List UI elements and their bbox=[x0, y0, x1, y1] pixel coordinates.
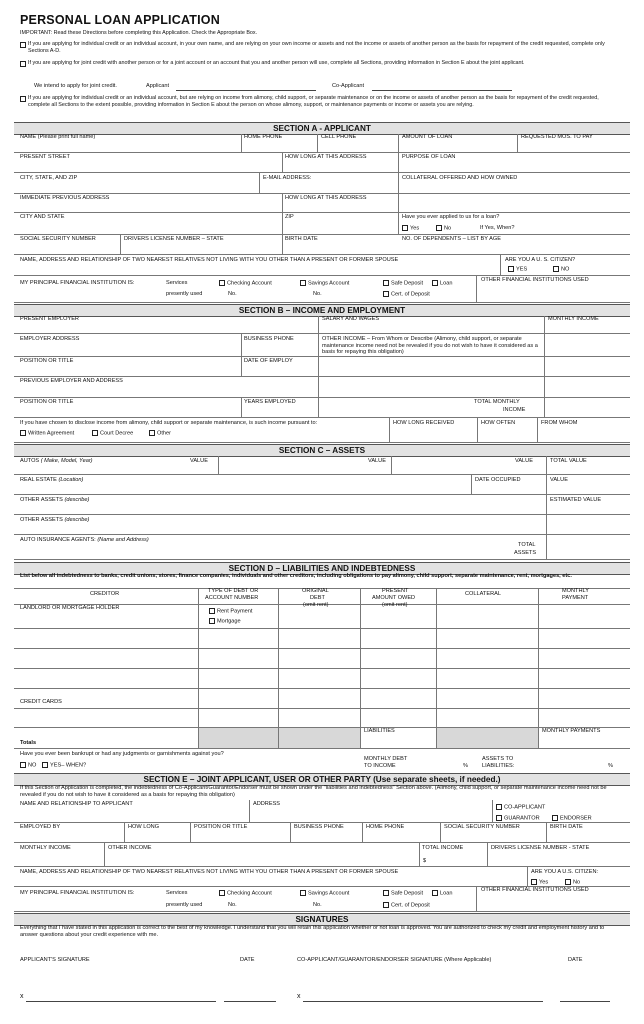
prev-employer-label: PREVIOUS EMPLOYER AND ADDRESS bbox=[20, 378, 123, 384]
field-purpose-label: PURPOSE OF LOAN bbox=[402, 154, 456, 160]
monthly-payments-label: MONTHLY PAYMENTS bbox=[542, 728, 601, 734]
e-total-income-label: TOTAL INCOME bbox=[422, 845, 464, 851]
monthly-header: MONTHLY bbox=[562, 588, 589, 594]
total-monthly-label: TOTAL MONTHLY bbox=[474, 399, 520, 405]
fin-services-label: Services bbox=[166, 280, 188, 286]
option-joint-checkbox[interactable] bbox=[20, 61, 26, 67]
field-prev-address-label: IMMEDIATE PREVIOUS ADDRESS bbox=[20, 195, 110, 201]
fin-cert-deposit[interactable]: Cert. of Deposit bbox=[383, 291, 430, 298]
intro-option-other-income bbox=[20, 95, 616, 108]
field-collateral-label: COLLATERAL OFFERED AND HOW OWNED bbox=[402, 175, 518, 181]
applicant-x-mark: x bbox=[20, 993, 24, 1000]
business-phone-label: BUSINESS PHONE bbox=[244, 336, 294, 342]
e-name-rel-label: NAME AND RELATIONSHIP TO APPLICANT bbox=[20, 801, 133, 807]
fin-loan[interactable]: Loan bbox=[432, 280, 452, 287]
assets-to-label: ASSETS TO bbox=[482, 756, 514, 762]
e-fin-safe-deposit[interactable]: Safe Deposit bbox=[383, 890, 423, 897]
fin-presently-used-label: presently used bbox=[166, 291, 203, 297]
autos-label: AUTOS ( Make, Model, Year) bbox=[20, 458, 93, 464]
field-home-phone-label: HOME PHONE bbox=[244, 134, 283, 140]
e-dollar-label: $ bbox=[423, 858, 427, 864]
account-number-header: ACCOUNT NUMBER bbox=[205, 595, 259, 601]
co-signature-label: CO-APPLICANT/GUARANTOR/ENDORSER SIGNATURE (Where Applicable) bbox=[297, 957, 492, 963]
e-fin-savings-no: No. bbox=[313, 902, 322, 908]
written-agreement[interactable]: Written Agreement bbox=[20, 430, 74, 437]
field-drivers-license-label: DRIVERS LICENSE NUMBER – STATE bbox=[124, 236, 224, 242]
present-header: PRESENT bbox=[382, 588, 409, 594]
e-fin-cert-deposit[interactable]: Cert. of Deposit bbox=[383, 902, 430, 909]
total-label: TOTAL bbox=[518, 542, 536, 548]
e-ssn-label: SOCIAL SECURITY NUMBER bbox=[444, 824, 520, 830]
citizen-label: ARE YOU A U. S. CITIZEN? bbox=[505, 257, 576, 263]
e-citizen-yes[interactable]: Yes bbox=[531, 879, 548, 886]
fin-inst-label: MY PRINCIPAL FINANCIAL INSTITUTION IS: bbox=[20, 280, 135, 286]
payment-header: PAYMENT bbox=[562, 595, 589, 601]
original-header: ORIGINAL bbox=[302, 588, 329, 594]
e-fin-inst-label: MY PRINCIPAL FINANCIAL INSTITUTION IS: bbox=[20, 890, 135, 896]
e-how-long-label: HOW LONG bbox=[128, 824, 160, 830]
e-birth-date-label: BIRTH DATE bbox=[550, 824, 583, 830]
omit-rent-header-1: (omit rent) bbox=[303, 602, 329, 608]
e-fin-checking[interactable]: Checking Account bbox=[219, 890, 272, 897]
e-endorser-option[interactable]: ENDORSER bbox=[552, 815, 592, 822]
fin-savings-no: No. bbox=[313, 291, 322, 297]
landlord-label: LANDLORD OR MORTGAGE HOLDER bbox=[20, 605, 120, 611]
e-home-phone-label: HOME PHONE bbox=[366, 824, 405, 830]
page-title: PERSONAL LOAN APPLICATION bbox=[20, 13, 220, 27]
section-e-header: SECTION E – JOINT APPLICANT, USER OR OTHER PARTY (Use separate sheets, if needed.) bbox=[14, 773, 630, 786]
from-whom-label: FROM WHOM bbox=[541, 420, 578, 426]
field-zip-label: ZIP bbox=[285, 214, 294, 220]
field-city-state-zip-label: CITY, STATE, AND ZIP bbox=[20, 175, 78, 181]
joint-coapplicant-input[interactable] bbox=[372, 90, 512, 91]
list-all-label: List below all indebtedness to banks, credit unions, stores, finance companies, individuals and other creditors, including obligations to pay alimony, child support, separate maintenance, rent, mortgages, etc. bbox=[20, 573, 572, 579]
field-name-label: NAME (Please print full name) bbox=[20, 134, 96, 140]
co-x-mark: x bbox=[297, 993, 301, 1000]
e-fin-presently-used-label: presently used bbox=[166, 902, 203, 908]
applicant-signature-label: APPLICANT'S SIGNATURE bbox=[20, 957, 90, 963]
co-date-label: DATE bbox=[568, 957, 583, 963]
collateral-header: COLLATERAL bbox=[465, 591, 501, 597]
section-e-instructions: If this Section of Application is completed, the indebtedness of Co-Applicant/Guarantor/Endorser must be shown under the "liabilities and indebtedness" Section above. (Alimony, child support, or separate maintenance income need not be revealed if you do not wish to have it considered as a basis for repaying this obligation) bbox=[20, 785, 607, 798]
other-option[interactable]: Other bbox=[149, 430, 171, 437]
monthly-income-label: MONTHLY INCOME bbox=[548, 316, 599, 322]
creditor-header: CREDITOR bbox=[90, 591, 120, 597]
relatives-label: NAME, ADDRESS AND RELATIONSHIP OF TWO NEAREST RELATIVES NOT LIVING WITH YOU OTHER THAN A PRESENT OR FORMER SPOUSE bbox=[20, 257, 399, 263]
bankrupt-label: Have you ever been bankrupt or had any judgments or garnishments against you? bbox=[20, 751, 224, 757]
present-employer-label: PRESENT EMPLOYER bbox=[20, 316, 79, 322]
field-dependents-label: NO. OF DEPENDENTS – LIST BY AGE bbox=[402, 236, 501, 242]
monthly-debt-label: MONTHLY DEBT bbox=[364, 756, 408, 762]
option-individual-text: If you are applying for individual credit or an individual account, in your own name, and are relying on your own income or assets and not the income or assets of another person as the basis for repayment of the credit requested, complete only Sections A-D. bbox=[28, 41, 605, 54]
e-other-fin-label: OTHER FINANCIAL INSTITUTIONS USED bbox=[481, 887, 589, 893]
position2-label: POSITION OR TITLE bbox=[20, 399, 74, 405]
mortgage-option[interactable]: Mortgage bbox=[209, 618, 241, 625]
fin-safe-deposit[interactable]: Safe Deposit bbox=[383, 280, 423, 287]
years-employed-label: YEARS EMPLOYED bbox=[244, 399, 296, 405]
intro-option-individual bbox=[20, 41, 616, 54]
autos-value-label-3: VALUE bbox=[515, 458, 533, 464]
pct-label-1: % bbox=[463, 763, 468, 769]
how-often-label: HOW OFTEN bbox=[481, 420, 516, 426]
fin-checking-no: No. bbox=[228, 291, 237, 297]
field-how-long-address-label: HOW LONG AT THIS ADDRESS bbox=[285, 154, 367, 160]
applicant-date-line[interactable] bbox=[224, 1001, 276, 1002]
citizen-no[interactable]: NO bbox=[553, 266, 569, 273]
joint-applicant-input[interactable] bbox=[176, 90, 316, 91]
liabilities2-label: LIABILITIES: bbox=[482, 763, 515, 769]
totals-shaded-cell bbox=[199, 728, 360, 748]
joint-intent-label: We intend to apply for joint credit. bbox=[34, 83, 117, 89]
field-email-label: E-MAIL ADDRESS: bbox=[263, 175, 312, 181]
field-city-and-state-label: CITY AND STATE bbox=[20, 214, 65, 220]
omit-rent-header-2: (omit rent) bbox=[382, 602, 408, 608]
intro-option-joint bbox=[20, 60, 616, 67]
position-label: POSITION OR TITLE bbox=[20, 358, 74, 364]
section-c-header: SECTION C – ASSETS bbox=[14, 444, 630, 457]
applicant-signature-line[interactable] bbox=[26, 1001, 216, 1002]
e-employed-by-label: EMPLOYED BY bbox=[20, 824, 61, 830]
section-a-header: SECTION A - APPLICANT bbox=[14, 122, 630, 135]
signatures-header: SIGNATURES bbox=[14, 913, 630, 926]
total-value-label: TOTAL VALUE bbox=[550, 458, 587, 464]
field-how-long-address2-label: HOW LONG AT THIS ADDRESS bbox=[285, 195, 367, 201]
court-decree[interactable]: Court Decree bbox=[92, 430, 133, 437]
income-label: INCOME bbox=[503, 407, 526, 413]
field-present-street-label: PRESENT STREET bbox=[20, 154, 70, 160]
e-position-label: POSITION OR TITLE bbox=[194, 824, 248, 830]
e-citizen-no[interactable]: No bbox=[565, 879, 580, 886]
amount-owed-header: AMOUNT OWED bbox=[372, 595, 416, 601]
credit-cards-label: CREDIT CARDS bbox=[20, 699, 62, 705]
other-fin-label: OTHER FINANCIAL INSTITUTIONS USED bbox=[481, 277, 589, 283]
type-debt-header: TYPE OF DEBT OR bbox=[208, 588, 259, 594]
real-estate-label: REAL ESTATE (Location) bbox=[20, 477, 84, 483]
liabilities-label: LIABILITIES bbox=[364, 728, 395, 734]
co-date-line[interactable] bbox=[560, 1001, 610, 1002]
how-long-received-label: HOW LONG RECEIVED bbox=[393, 420, 455, 426]
employer-address-label: EMPLOYER ADDRESS bbox=[20, 336, 80, 342]
joint-coapplicant-label: Co-Applicant bbox=[332, 83, 365, 89]
e-relatives-label: NAME, ADDRESS AND RELATIONSHIP OF TWO NEAREST RELATIVES NOT LIVING WITH YOU OTHER THAN A PRESENT OR FORMER SPOUSE bbox=[20, 869, 399, 875]
applicant-date-label: DATE bbox=[240, 957, 255, 963]
disclose-label: If you have chosen to disclose income from alimony, child support or separate maintenance, is such income pursuant to: bbox=[20, 420, 318, 426]
field-birth-date-label: BIRTH DATE bbox=[285, 236, 318, 242]
applied-before-label: Have you ever applied to us for a loan? bbox=[402, 214, 500, 220]
assets-label: ASSETS bbox=[514, 550, 537, 556]
e-business-phone-label: BUSINESS PHONE bbox=[294, 824, 344, 830]
applied-if-yes-label: If Yes, When? bbox=[480, 225, 515, 231]
real-estate-value-label: VALUE bbox=[550, 477, 568, 483]
insurance-label: AUTO INSURANCE AGENTS: (Name and Address) bbox=[20, 537, 149, 543]
signatures-statement: Everything that I have stated in this application is correct to the best of my knowledge. I understand that you will retain this application whether or not loan is approved. You are authorized to check my credit and employment history and to answer questions about your credit experience with me. bbox=[20, 925, 605, 938]
e-citizen-label: ARE YOU A U.S. CITIZEN: bbox=[531, 869, 599, 875]
e-fin-services-label: Services bbox=[166, 890, 188, 896]
e-co-applicant-option[interactable]: CO-APPLICANT bbox=[496, 804, 545, 811]
other-income-label: OTHER INCOME – From Whom or Describe (Alimony, child support, or separate maintenance income need not be revealed if you do not wish to have it considered as a basis for repaying this obligation) bbox=[322, 336, 538, 356]
option-other-income-text: If you are applying for individual credit or an individual account, but are relying on income from alimony, child support, or separate maintenance or on the income or assets of another person as the basis for repayment of the credit requested, complete all Sections to the extent possible, providing information in Section E about the person on whose alimony, support, or maintenance payments or income or assets you are relying. bbox=[28, 95, 599, 108]
citizen-yes[interactable]: YES bbox=[508, 266, 527, 273]
to-income-label: TO INCOME bbox=[364, 763, 396, 769]
applied-yes[interactable]: Yes bbox=[402, 225, 419, 232]
e-monthly-income-label: MONTHLY INCOME bbox=[20, 845, 71, 851]
co-signature-line[interactable] bbox=[303, 1001, 543, 1002]
rent-payment-option[interactable]: Rent Payment bbox=[209, 608, 252, 615]
e-fin-savings[interactable]: Savings Account bbox=[300, 890, 349, 897]
e-other-income-label: OTHER INCOME bbox=[108, 845, 152, 851]
date-occupied-label: DATE OCCUPIED bbox=[475, 477, 521, 483]
e-guarantor-option[interactable]: GUARANTOR bbox=[496, 815, 540, 822]
field-ssn-label: SOCIAL SECURITY NUMBER bbox=[20, 236, 96, 242]
date-employ-label: DATE OF EMPLOY bbox=[244, 358, 293, 364]
fin-savings[interactable]: Savings Account bbox=[300, 280, 349, 287]
totals-label: Totals bbox=[20, 740, 37, 746]
estimated-value-label: ESTIMATED VALUE bbox=[550, 497, 602, 503]
e-drivers-license-label: DRIVERS LICENSE NUMBER - STATE bbox=[491, 845, 590, 851]
other-assets-label-1: OTHER ASSETS (describe) bbox=[20, 497, 90, 503]
e-address-label: ADDRESS bbox=[253, 801, 281, 807]
fin-checking[interactable]: Checking Account bbox=[219, 280, 272, 287]
field-cell-phone-label: CELL PHONE bbox=[321, 134, 357, 140]
bankrupt-yes-when[interactable]: YES– WHEN? bbox=[42, 762, 86, 769]
autos-value-label-2: VALUE bbox=[368, 458, 386, 464]
field-amount-of-loan-label: AMOUNT OF LOAN bbox=[402, 134, 453, 140]
field-requested-mos-label: REQUESTED MOS. TO PAY bbox=[521, 134, 593, 140]
section-b-header: SECTION B – INCOME AND EMPLOYMENT bbox=[14, 304, 630, 317]
salary-label: SALARY AND WAGES bbox=[322, 316, 380, 322]
option-joint-text: If you are applying for joint credit with another person or for a joint account or an account that you and another person will use, complete all Sections, providing information in Section E about the joint applicant. bbox=[28, 60, 525, 66]
intro-important: IMPORTANT: Read these Directions before completing this Application. Check the Appropriate Box. bbox=[20, 30, 258, 36]
totals-shaded-cell-2 bbox=[436, 728, 538, 748]
pct-label-2: % bbox=[608, 763, 613, 769]
option-individual-checkbox[interactable] bbox=[20, 42, 26, 48]
applied-no[interactable]: No bbox=[436, 225, 451, 232]
bankrupt-no[interactable]: NO bbox=[20, 762, 36, 769]
joint-applicant-label: Applicant bbox=[146, 83, 170, 89]
debt-header: DEBT bbox=[310, 595, 325, 601]
other-assets-label-2: OTHER ASSETS (describe) bbox=[20, 517, 90, 523]
section-d-header: SECTION D – LIABILITIES AND INDEBTEDNESS bbox=[14, 562, 630, 575]
autos-value-label-1: VALUE bbox=[190, 458, 208, 464]
e-fin-loan[interactable]: Loan bbox=[432, 890, 452, 897]
e-fin-checking-no: No. bbox=[228, 902, 237, 908]
option-other-income-checkbox[interactable] bbox=[20, 96, 26, 102]
